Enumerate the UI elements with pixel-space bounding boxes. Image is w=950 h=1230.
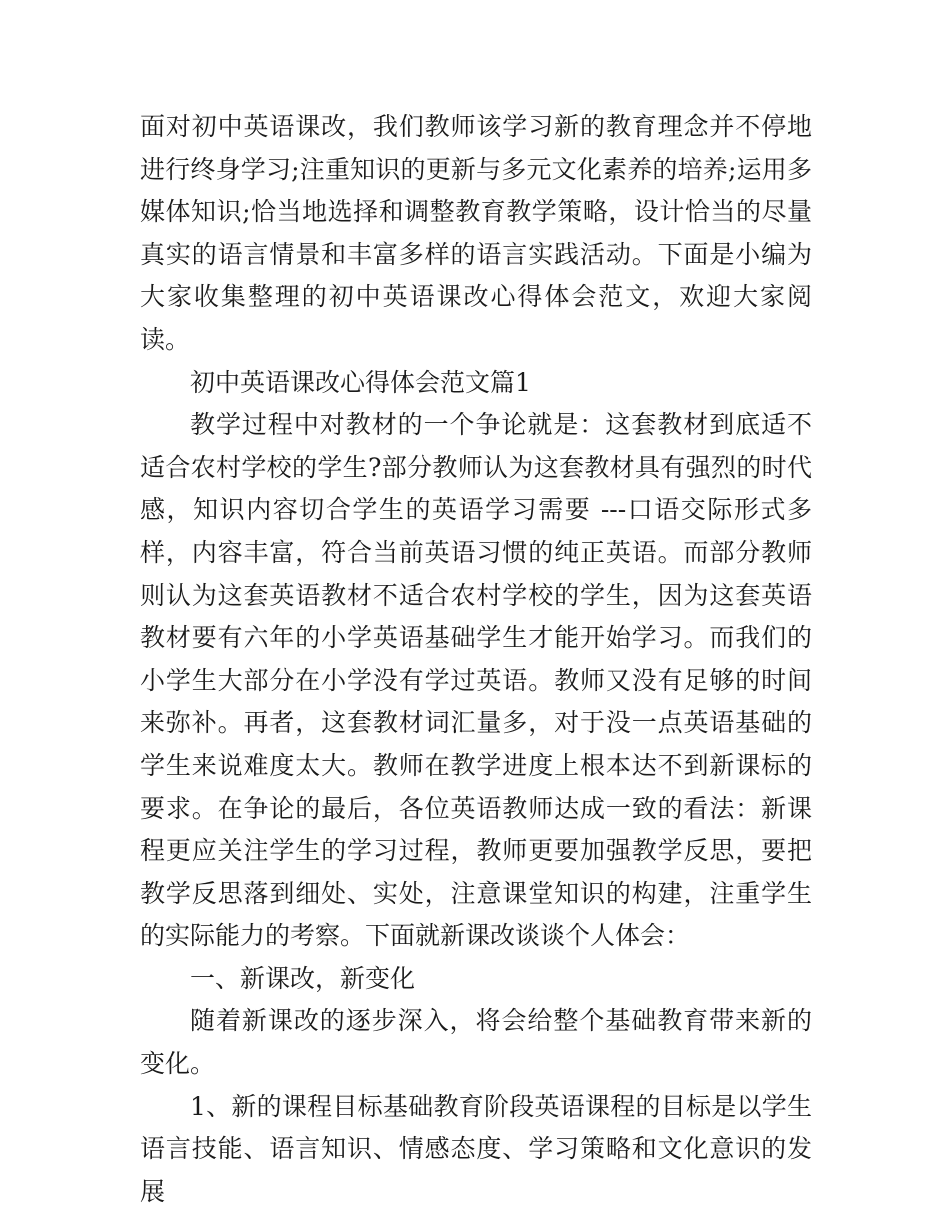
document-body: [140, 106, 812, 1213]
intro-paragraph: 面对初中英语课改，我们教师该学习新的教育理念并不停地进行终身学习;注重知识的更新与多元文化素养的培养;运用多媒体知识;恰当地选择和调整教育教学策略，设计恰当的尽量真实的语言情景和丰富多样的语言实践活动。下面是小编为大家收集整理的初中英语课改心得体会范文，欢迎大家阅读。: [140, 112, 812, 354]
body-paragraph: 1、新的课程目标基础教育阶段英语课程的目标是以学生语言技能、语言知识、情感态度、学习策略和文化意识的发展: [140, 1091, 812, 1206]
section-heading: 一、新课改，新变化: [190, 963, 416, 993]
body-paragraph: 随着新课改的逐步深入，将会给整个基础教育带来新的变化。: [140, 1006, 812, 1079]
body-paragraph: 教学过程中对教材的一个争论就是：这套教材到底适不适合农村学校的学生?部分教师认为这套教材具有强烈的时代感，知识内容切合学生的英语学习需要 ---口语交际形式多样，内容丰富，符合当前英语习惯的纯正英语。而部分教师则认为这套英语教材不适合农村学校的学生，因为这套英语教材要有六年的小学英语基础学生才能开始学习。而我们的小学生大部分在小学没有学过英语。教师又没有足够的时间来弥补。再者，这套教材词汇量多，对于没一点英语基础的学生来说难度太大。教师在教学进度上根本达不到新课标的要求。在争论的最后，各位英语教师达成一致的看法：新课程更应关注学生的学习过程，教师更要加强教学反思，要把教学反思落到细处、实处，注意课堂知识的构建，注重学生的实际能力的考察。下面就新课改谈谈个人体会：: [140, 410, 812, 951]
article-title: 初中英语课改心得体会范文篇1: [190, 367, 531, 397]
